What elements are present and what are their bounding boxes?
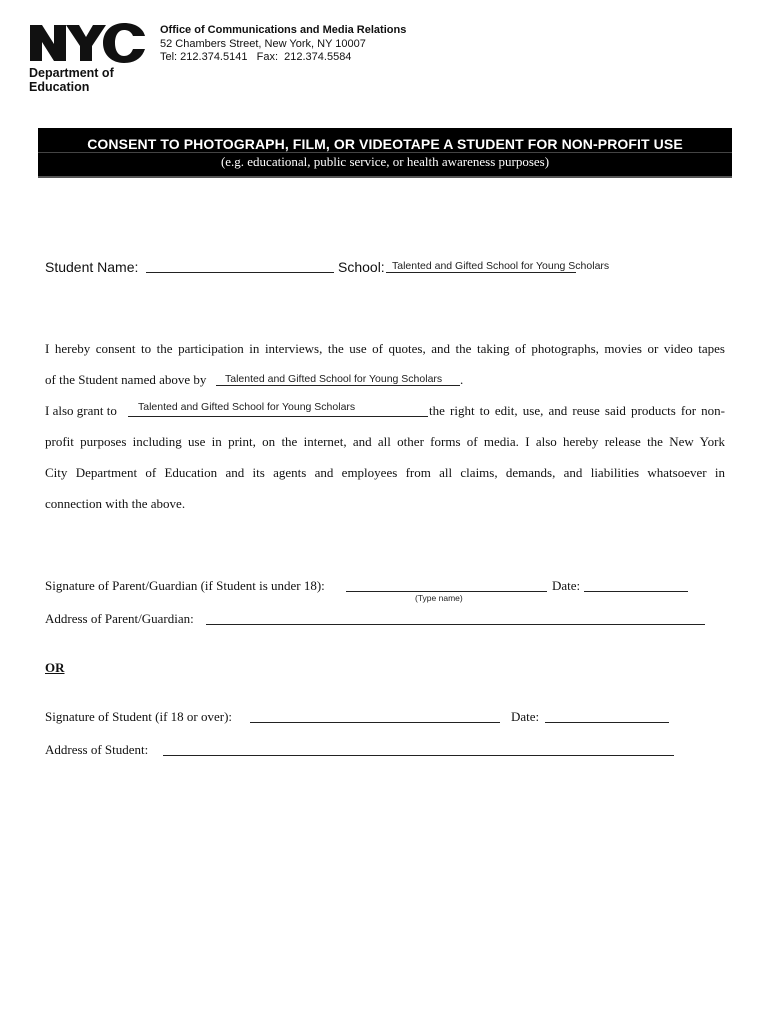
department-name: Department of Education [29, 66, 114, 94]
nyc-logo-mark [28, 22, 146, 64]
or-divider: OR [45, 660, 65, 675]
guardian-date-label: Date: [552, 578, 581, 593]
student-signature-field[interactable] [250, 722, 500, 723]
consent-by-value[interactable]: Talented and Gifted School for Young Scholars [225, 373, 443, 385]
consent-line-4: profit purposes including use in print, on the internet, and all other forms of media. I also hereby release the New York [45, 434, 725, 449]
consent-line-1: I hereby consent to the participation in interviews, the use of quotes, and the taking of photographs, movies or video tapes [45, 341, 725, 356]
guardian-signature-field[interactable] [346, 591, 547, 592]
student-name-label: Student Name: [45, 259, 139, 275]
nyc-doe-logo [28, 22, 150, 94]
student-signature-label: Signature of Student (if 18 or over): [45, 709, 233, 724]
student-address-field[interactable] [163, 755, 674, 756]
consent-line-5: City Department of Education and its agents and employees from all claims, demands, and liabilities whatsoever in [45, 465, 725, 480]
guardian-address-field[interactable] [206, 624, 705, 625]
consent-by-field[interactable] [216, 385, 460, 386]
consent-line-3-prefix: I also grant to [45, 403, 117, 418]
office-phone-fax: Tel: 212.374.5141 Fax: 212.374.5584 [160, 51, 352, 63]
form-subtitle: (e.g. educational, public service, or health awareness purposes) [220, 154, 550, 169]
student-date-label: Date: [511, 709, 540, 724]
student-address-label: Address of Student: [45, 742, 149, 757]
grant-to-value[interactable]: Talented and Gifted School for Young Scholars [138, 401, 356, 413]
student-name-field[interactable] [146, 272, 334, 273]
guardian-signature-label: Signature of Parent/Guardian (if Student is under 18): [45, 578, 325, 593]
consent-line-3-suffix: the right to edit, use, and reuse said products for non- [429, 403, 725, 418]
office-name: Office of Communications and Media Relations [160, 24, 407, 36]
consent-line-2-prefix: of the Student named above by [45, 372, 207, 387]
guardian-address-label: Address of Parent/Guardian: [45, 611, 194, 626]
grant-to-field[interactable] [128, 416, 428, 417]
title-banner [38, 128, 732, 178]
school-label: School: [338, 259, 385, 275]
school-value[interactable]: Talented and Gifted School for Young Scholars [392, 260, 610, 272]
office-info [160, 24, 406, 65]
office-address: 52 Chambers Street, New York, NY 10007 [160, 37, 366, 50]
consent-line-2-suffix: . [460, 372, 464, 387]
consent-line-6: connection with the above. [45, 496, 186, 511]
student-date-field[interactable] [545, 722, 669, 723]
school-field[interactable] [386, 272, 576, 273]
banner-divider [38, 152, 732, 153]
form-title: CONSENT TO PHOTOGRAPH, FILM, OR VIDEOTAPE A STUDENT FOR NON-PROFIT USE [87, 136, 683, 152]
guardian-date-field[interactable] [584, 591, 688, 592]
type-name-hint: (Type name) [415, 593, 463, 603]
